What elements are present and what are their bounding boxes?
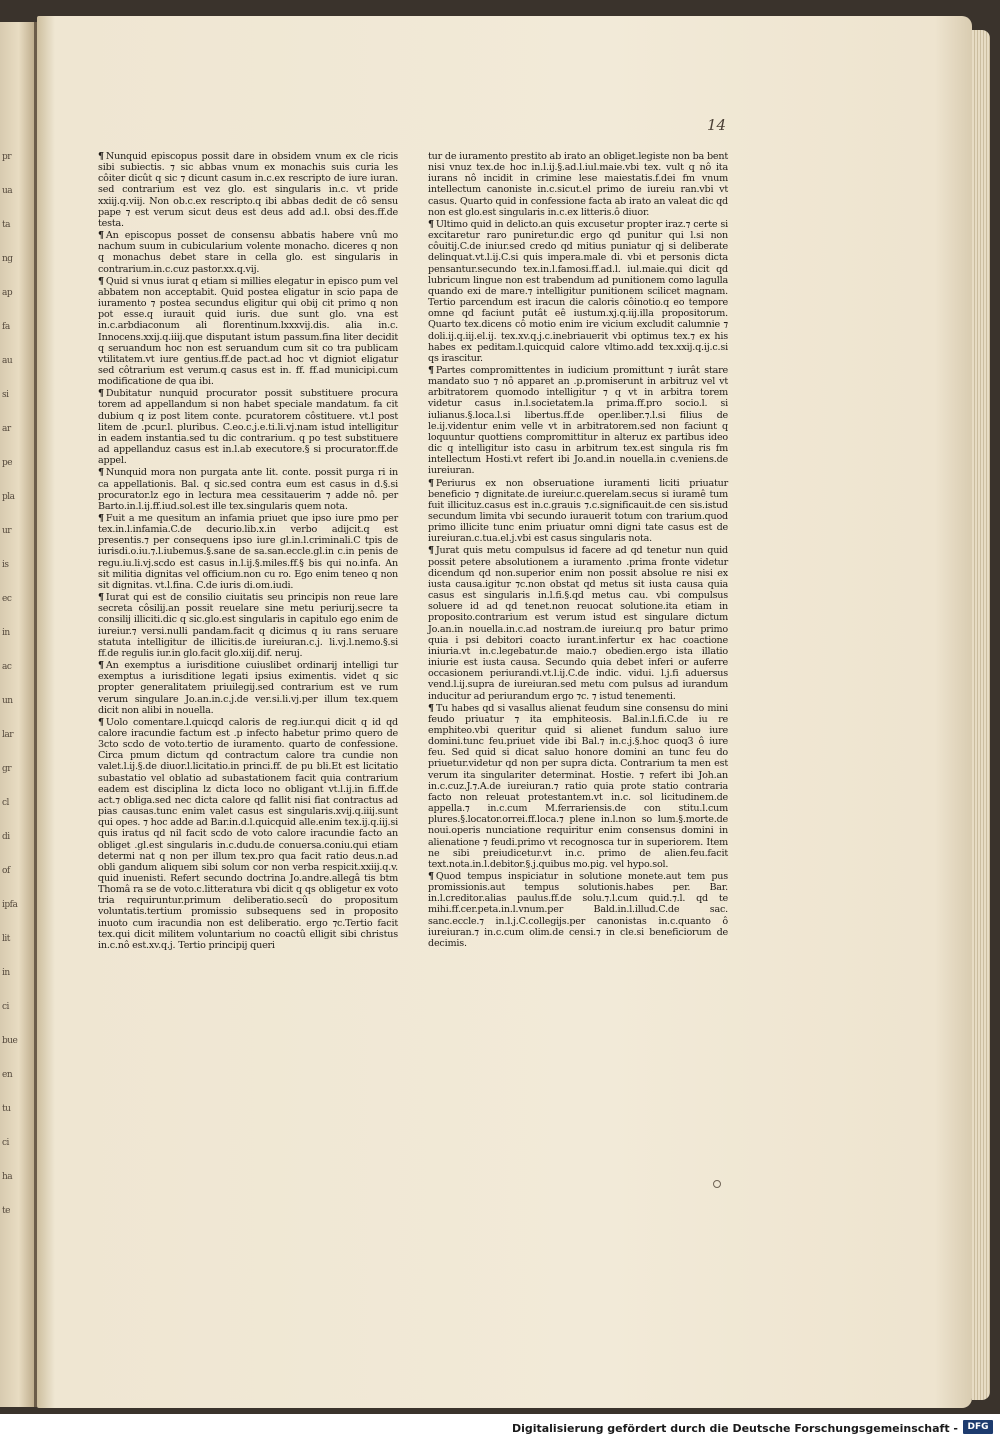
facing-page-edge xyxy=(0,22,37,1407)
facing-page-fragment: ua xyxy=(2,186,13,196)
facing-page-fragment: ap xyxy=(2,288,13,298)
paragraph xyxy=(428,365,728,477)
text-column-left xyxy=(98,151,398,1201)
facing-page-fragment: in xyxy=(2,968,10,978)
facing-page-fragment: tu xyxy=(2,1104,11,1114)
facing-page-fragment: lar xyxy=(2,730,14,740)
paragraph-text: Dubitatur nunquid procurator possit substituere procura torem ad appellandum si non habet speciale mandatum. fa cit dubium q iz post litem conte. pcuratorem côstituere. vt.l post litem de .pcur.l. pluribus. C.eo.c.j.e.ti.li.vj.nam istud intelligitur in eadem instantia.sed tu dic contrarium. q po test substituere ad appellanduz casus est in.l.ab executore.§ si procurator.ff.de appel. xyxy=(98,388,398,467)
paragraph xyxy=(428,151,728,218)
dfg-logo-icon: DFG xyxy=(963,1420,993,1434)
paragraph xyxy=(98,660,398,716)
facing-page-fragment: ur xyxy=(2,526,12,536)
paragraph xyxy=(98,717,398,951)
pilcrow-icon: ¶ xyxy=(98,151,104,162)
paragraph-text: Partes compromittentes in iudicium promittunt ⁊ iurât stare mandato suo ⁊ nô apparet an .p.promiserunt in arbitruz vel vt arbitratorem quomodo intelligitur ⁊ q vt in arbitra torem videtur casus in.l.societatem.la prima.ff.pro socio.l. si iulianus.§.loca.l.si libertus.ff.de oper.liber.⁊.l.si filius de le.ij.videntur enim velle vt in arbitratorem.sed non faciunt q loquuntur quottiens compromittitur in alteruz ex partibus ideo dic q intelligitur isto casu in arbitrum tex.est singula ris fm intellectum Hosti.vt refert ibi Jo.and.in nouella.in c.veniens.de iureiuran. xyxy=(428,364,728,477)
paragraph xyxy=(428,219,728,364)
facing-page-fragment: lit xyxy=(2,934,10,944)
pilcrow-icon: ¶ xyxy=(98,592,104,604)
facing-page-fragment: ec xyxy=(2,594,12,604)
facing-page-fragment: au xyxy=(2,356,13,366)
paragraph-text: Quid si vnus iurat q etiam si millies elegatur in episco pum vel abbatem non acceptabit. Quid postea eligatur in scio papa de iuramento ⁊ postea secundus eligitur qui obij cit primo q non pot esse.q iurauit quid iuris. due sunt glo. vna est in.c.arbdiaconum ali florentinum.lxxxvij.dis. alia in.c. Innocens.xxij.q.iiij.que disputant istum passum.fina liter decidit q seruandum hoc non est seruandum cum sit co tra publicam vtilitatem.vt iure gentius.ff.de pact.ad hoc vt digniot eligatur sed côtrarium est verum.q casus est in. ff. ff.ad municipi.cum modificatione de qua ibi. xyxy=(98,275,398,388)
paragraph-text: Ultimo quid in delicto.an quis excusetur propter iraz.⁊ certe si excitaretur raro puniretur.dic ergo qd punitur qui l.si non côuitij.C.de iniur.sed credo qd mitius puniatur qj si deliberate delinquat.vt.l.ij.C.si quis impera.male di. vbi et personis dicta pensantur.secundo tex.in.l.famosi.ff.ad.l. iul.maie.qui dicit qd lubricum lingue non est trabendum ad punitionem como lagulla quando exi de mare.⁊ intelligitur punitionem scilicet magnam. Tertio parcendum est iracun die caloris côinotio.q eo tempore omne qd faciunt putât eê iustum.xj.q.iij.illa propositorum. Quarto tex.dicens cô motio enim ire vicium excludit calumnie ⁊ doli.ij.q.iij.el.ij. tex.xv.q.j.c.inebriauerit vbi optimus tex.⁊ ex his habes ex peditam.l.quicquid calore vltimo.add tex.xxij.q.ij.c.si qs irascitur. xyxy=(428,218,728,364)
pilcrow-icon: ¶ xyxy=(98,660,104,672)
paragraph-text: Nunquid episcopus possit dare in obsidem vnum ex cle ricis sibi subiectis. ⁊ sic abbas vnum ex monachis suis curia les côiter dicût q sic ⁊ dicunt casum in.c.ex rescripto de iure iuran. sed contrarium est vez glo. est singularis in.c. vt pride xxiij.q.viij. Non ob.c.ex rescripto.q ibi abbas dedit de cô sensu pape ⁊ est verum sicut deus est deus add ad.l. obsi des.ff.de testa. xyxy=(98,151,398,229)
pilcrow-icon: ¶ xyxy=(98,275,104,287)
facing-page-fragment: pe xyxy=(2,458,13,468)
facing-page-fragment: ha xyxy=(2,1172,13,1182)
paragraph xyxy=(98,230,398,275)
facing-page-fragment: of xyxy=(2,866,10,876)
facing-page-fragment: ci xyxy=(2,1002,9,1012)
paragraph xyxy=(428,478,728,545)
paragraph xyxy=(428,545,728,701)
facing-page-fragment: is xyxy=(2,560,9,570)
pilcrow-icon: ¶ xyxy=(98,388,104,400)
paragraph xyxy=(98,388,398,466)
pilcrow-icon: ¶ xyxy=(428,477,434,489)
paragraph-text: Quod tempus inspiciatur in solutione monete.aut tem pus promissionis.aut tempus solutionis.habes per. Bar. in.l.creditor.alias paulus.ff.de solu.⁊.l.cum quid.⁊.l. qd te mihi.ff.cer.peta.in.l.vnum.per Bald.in.l.illud.C.de sac. sanc.eccle.⁊ in.l.j.C.collegijs.per canonistas in.c.quanto ô iureiuran.⁊ in.c.cum olim.de censi.⁊ in cle.si beneficiorum de decimis. xyxy=(428,871,728,949)
paragraph-text: Jurat quis metu compulsus id facere ad qd tenetur nun quid possit petere absolutionem a iuramento .prima fronte videtur dicendum qd non.superior enim non possit absolue re nisi ex iusta causa.igitur ⁊c.non obstat qd metus sit iusta causa quia casus est singularis in.l.fi.§.qd metus cau. vbi compulsus soluere id ad qd tenet.non reuocat solutione.ita etiam in proposito.contrarium est verum istud est singulare dictum Jo.an.in nouella.in.c.ad nostram.de iureiur.q pro batur primo quia i psi debitori coacto iurant.infertur ex hac coactione iniuria.vt in.c.legebatur.de maio.⁊ obedien.ergo ista illatio iniurie est iusta causa. Secundo quia debet inferi or auferre occasionem periurandi.vt.l.ij.C.de indic. vidui. l.j.fi aduersus vend.l.ij.supra de iureiuran.sed metu com pulsus ad iurandum inducitur ad periurandum ergo ⁊c. ⁊ istud tenementi. xyxy=(428,545,728,702)
paragraph xyxy=(428,871,728,949)
facing-page-fragment: di xyxy=(2,832,10,842)
funding-credit: Digitalisierung gefördert durch die Deutsche Forschungsgemeinschaft - xyxy=(511,1422,958,1435)
facing-page-fragment: ipfa xyxy=(2,900,18,910)
facing-page-fragment: gr xyxy=(2,764,12,774)
paragraph-text: An exemptus a iurisditione cuiuslibet ordinarij intelligi tur exemptus a iurisditione legati ipsius eximentis. videt q sic propter generalitatem priuilegij.sed contrarium est ve rum verum singulare Jo.an.in.c.j.de ver.si.li.vj.per illum tex.quem dicit non alibi in nouella. xyxy=(98,660,398,716)
facing-page-fragment: si xyxy=(2,390,9,400)
facing-page-fragment: ta xyxy=(2,220,10,230)
paragraph-text: Tu habes qd si vasallus alienat feudum sine consensu do mini feudo priuatur ⁊ ita emphiteosis. Bal.in.l.fi.C.de iu re emphiteo.vbi queritur quid si alienet fundum saluo iure domini.tunc feu.priuet vide ibi Bal.⁊ in.c.j.§.hoc quoq3 ô iure feu. Sed quid si dicat saluo honore domini an tunc feu do priuetur.videtur qd non per supra dicta. Contrarium ta men est verum ita singulariter determinat. Hostie. ⁊ refert ibi Joh.an in.c.cuz.J.⁊.A.de iureiuran.⁊ ratio quia prote statio contraria facto non releuat protestantem.vt in.c. sol licitudinem.de appella.⁊ in.c.cum M.ferrariensis.de con stitu.l.cum plures.§.locator.orrei.ff.loca.⁊ plene in.l.non so lum.§.morte.de noui.operis nunciatione requiritur enim consensus domini in alienatione ⁊ feudi.primo vt recognosca tur in superiorem. Item ne sibi preiudicetur.vt in.c. primo de alien.feu.facit text.nota.in.l.debitor.§.j.quibus mo.pig. vel hypo.sol. xyxy=(428,702,728,870)
facing-page-fragment: cl xyxy=(2,798,9,808)
facing-page-fragment: te xyxy=(2,1206,10,1216)
facing-page-fragment: pla xyxy=(2,492,15,502)
facing-page-fragment: ac xyxy=(2,662,12,672)
facing-page-fragment: un xyxy=(2,696,13,706)
paragraph-text: Fuit a me quesitum an infamia priuet que ipso iure pmo per tex.in.l.infamia.C.de decurio.lib.x.in verbo adijcit.q est presentis.⁊ per consequens ipso iure gl.in.l.criminali.C tpis de iurisdi.o.iu.⁊.l.iubemus.§.sane de sa.san.eccle.gl.in c.in penis de regu.iu.li.vj.scdo est casus in.l.ij.§.miles.ff.§ bis qui no.infa. An sit militia dignitas vel officium.non cu ro. Ego enim teneo q non sit dignitas. vt.l.fina. C.de iuris di.om.iudi. xyxy=(98,513,398,591)
paragraph xyxy=(98,276,398,388)
paragraph xyxy=(98,467,398,512)
folio-number: 14 xyxy=(707,116,727,134)
paragraph-text: Nunquid mora non purgata ante lit. conte. possit purga ri in ca appellationis. Bal. q sic.sed contra eum est casus in d.§.si procurator.lz ego in lectura mea cessitauerim ⁊ adde nô. per Barto.in.l.ij.ff.iud.sol.est ille tex.singularis quem nota. xyxy=(98,467,398,512)
pilcrow-icon: ¶ xyxy=(428,702,434,714)
page-stack-edge xyxy=(972,30,990,1400)
paragraph xyxy=(98,151,398,229)
facing-page-fragment: en xyxy=(2,1070,13,1080)
pilcrow-icon: ¶ xyxy=(98,513,104,524)
ink-mark xyxy=(713,1180,721,1188)
paragraph xyxy=(428,703,728,870)
facing-page-fragment: fa xyxy=(2,322,10,332)
paragraph xyxy=(98,592,398,659)
paragraph-text: tur de iuramento prestito ab irato an obliget.legiste non ba bent nisi vnuz tex.de hoc in.l.ij.§.ad.l.iul.maie.vbi tex. vult q nô ita iurans nô incidit in crimine lese maiestatis.f.dei fm vnum intellectum canoniste in.c.sicut.el primo de iureiu ran.vbi vt casus. Quarto quid in confessione facta ab irato an valeat dic qd non est glo.est singularis in.c.ex litteris.ô diuor. xyxy=(428,151,728,218)
facing-page-fragment: in xyxy=(2,628,10,638)
facing-page-fragment: ci xyxy=(2,1138,9,1148)
facing-page-fragment: bue xyxy=(2,1036,18,1046)
pilcrow-icon: ¶ xyxy=(428,364,434,376)
paragraph xyxy=(98,513,398,591)
pilcrow-icon: ¶ xyxy=(98,230,104,242)
pilcrow-icon: ¶ xyxy=(428,545,434,557)
pilcrow-icon: ¶ xyxy=(428,871,434,882)
facing-page-fragment: ng xyxy=(2,254,13,264)
paragraph-text: Periurus ex non obseruatione iuramenti liciti priuatur beneficio ⁊ dignitate.de iureiur.c.querelam.secus si iuramê tum fuit illicituz.casus est in.c.grauis ⁊.c.significauit.de cen sis.istud secundum limita vbi secundo iurauerit totum con trarium.quod primo illicite tunc enim priuatur omni digni tate casus est de iureiuran.c.tua.el.j.vbi est casus singularis nota. xyxy=(428,477,728,545)
text-column-right xyxy=(428,151,728,1186)
pilcrow-icon: ¶ xyxy=(98,716,104,728)
footer-bar xyxy=(0,1414,1000,1441)
facing-page-fragment: ar xyxy=(2,424,11,434)
pilcrow-icon: ¶ xyxy=(428,218,434,230)
pilcrow-icon: ¶ xyxy=(98,467,104,479)
paragraph-text: Uolo comentare.l.quicqd caloris de reg.iur.qui dicit q id qd calore iracundie factum est .p infecto habetur primo quero de 3cto scdo de voto.tertio de iuramento. quarto de confessione. Circa pmum dictum qd contractum calore tra cundie non valet.l.ij.§.de diuor.l.licitatio.in princi.ff. de pu bli.Et est licitatio subastatio vel oblatio ad subastationem facit quia contrarium eadem est disciplina lz dicta loco no obligant vt.l.ij.in fi.ff.de act.⁊ obliga.sed nec dicta calore qd fallit nisi fiat contractus ad pias causas.tunc enim valet casus est singularis.xvij.q.iiij.sunt qui opes. ⁊ hoc adde ad Bar.in.d.l.quicquid alle.enim tex.ij.q.iij.si quis iratus qd nil facit scdo de voto calore iracundie facto an obliget .gl.est singularis in.c.dudu.de conuersa.coniu.qui etiam determi nat q non per illum tex.pro qua facit ratio deus.n.ad obli gandum aliquem sibi solum cor non verba respicit.xxiij.q.v. quid inuenisti. Refert secundo doctrina Jo.andre.allegâ tis btm Thomâ ra se de voto.c.litteratura vbi dicit q qs obligetur ex voto tria requiruntur.primum deliberatio.secû do propositum voluntatis.tertium promissio subsequens sed in proposito inuoto cum iracundia non est deliberatio. ergo ⁊c.Tertio facit tex.qui dicit militem voluntarium no coactû elligit sibi christus in.c.nô est.xv.q.j. Tertio principij queri xyxy=(98,716,398,951)
facing-page-fragment: pr xyxy=(2,152,12,162)
paragraph-text: Iurat qui est de consilio ciuitatis seu principis non reue lare secreta côsilij.an possit reuelare sine metu periurij.secre ta consilij illiciti.dic q sic.glo.est singularis in capitulo ego enim de iureiur.⁊ versi.nulli pandam.facit q dicimus q iu rans seruare statuta intelligitur de illicitis.de iureiuran.c.j. li.vj.l.nemo.§.si ff.de regulis iur.in glo.facit glo.xiij.dif. neruj. xyxy=(98,592,398,659)
paragraph-text: An episcopus posset de consensu abbatis habere vnû mo nachum suum in cubicularium volente monacho. diceres q non q monachus debet stare in cella glo. est singularis in contrarium.in.c.cuz pastor.xx.q.vij. xyxy=(98,230,398,275)
